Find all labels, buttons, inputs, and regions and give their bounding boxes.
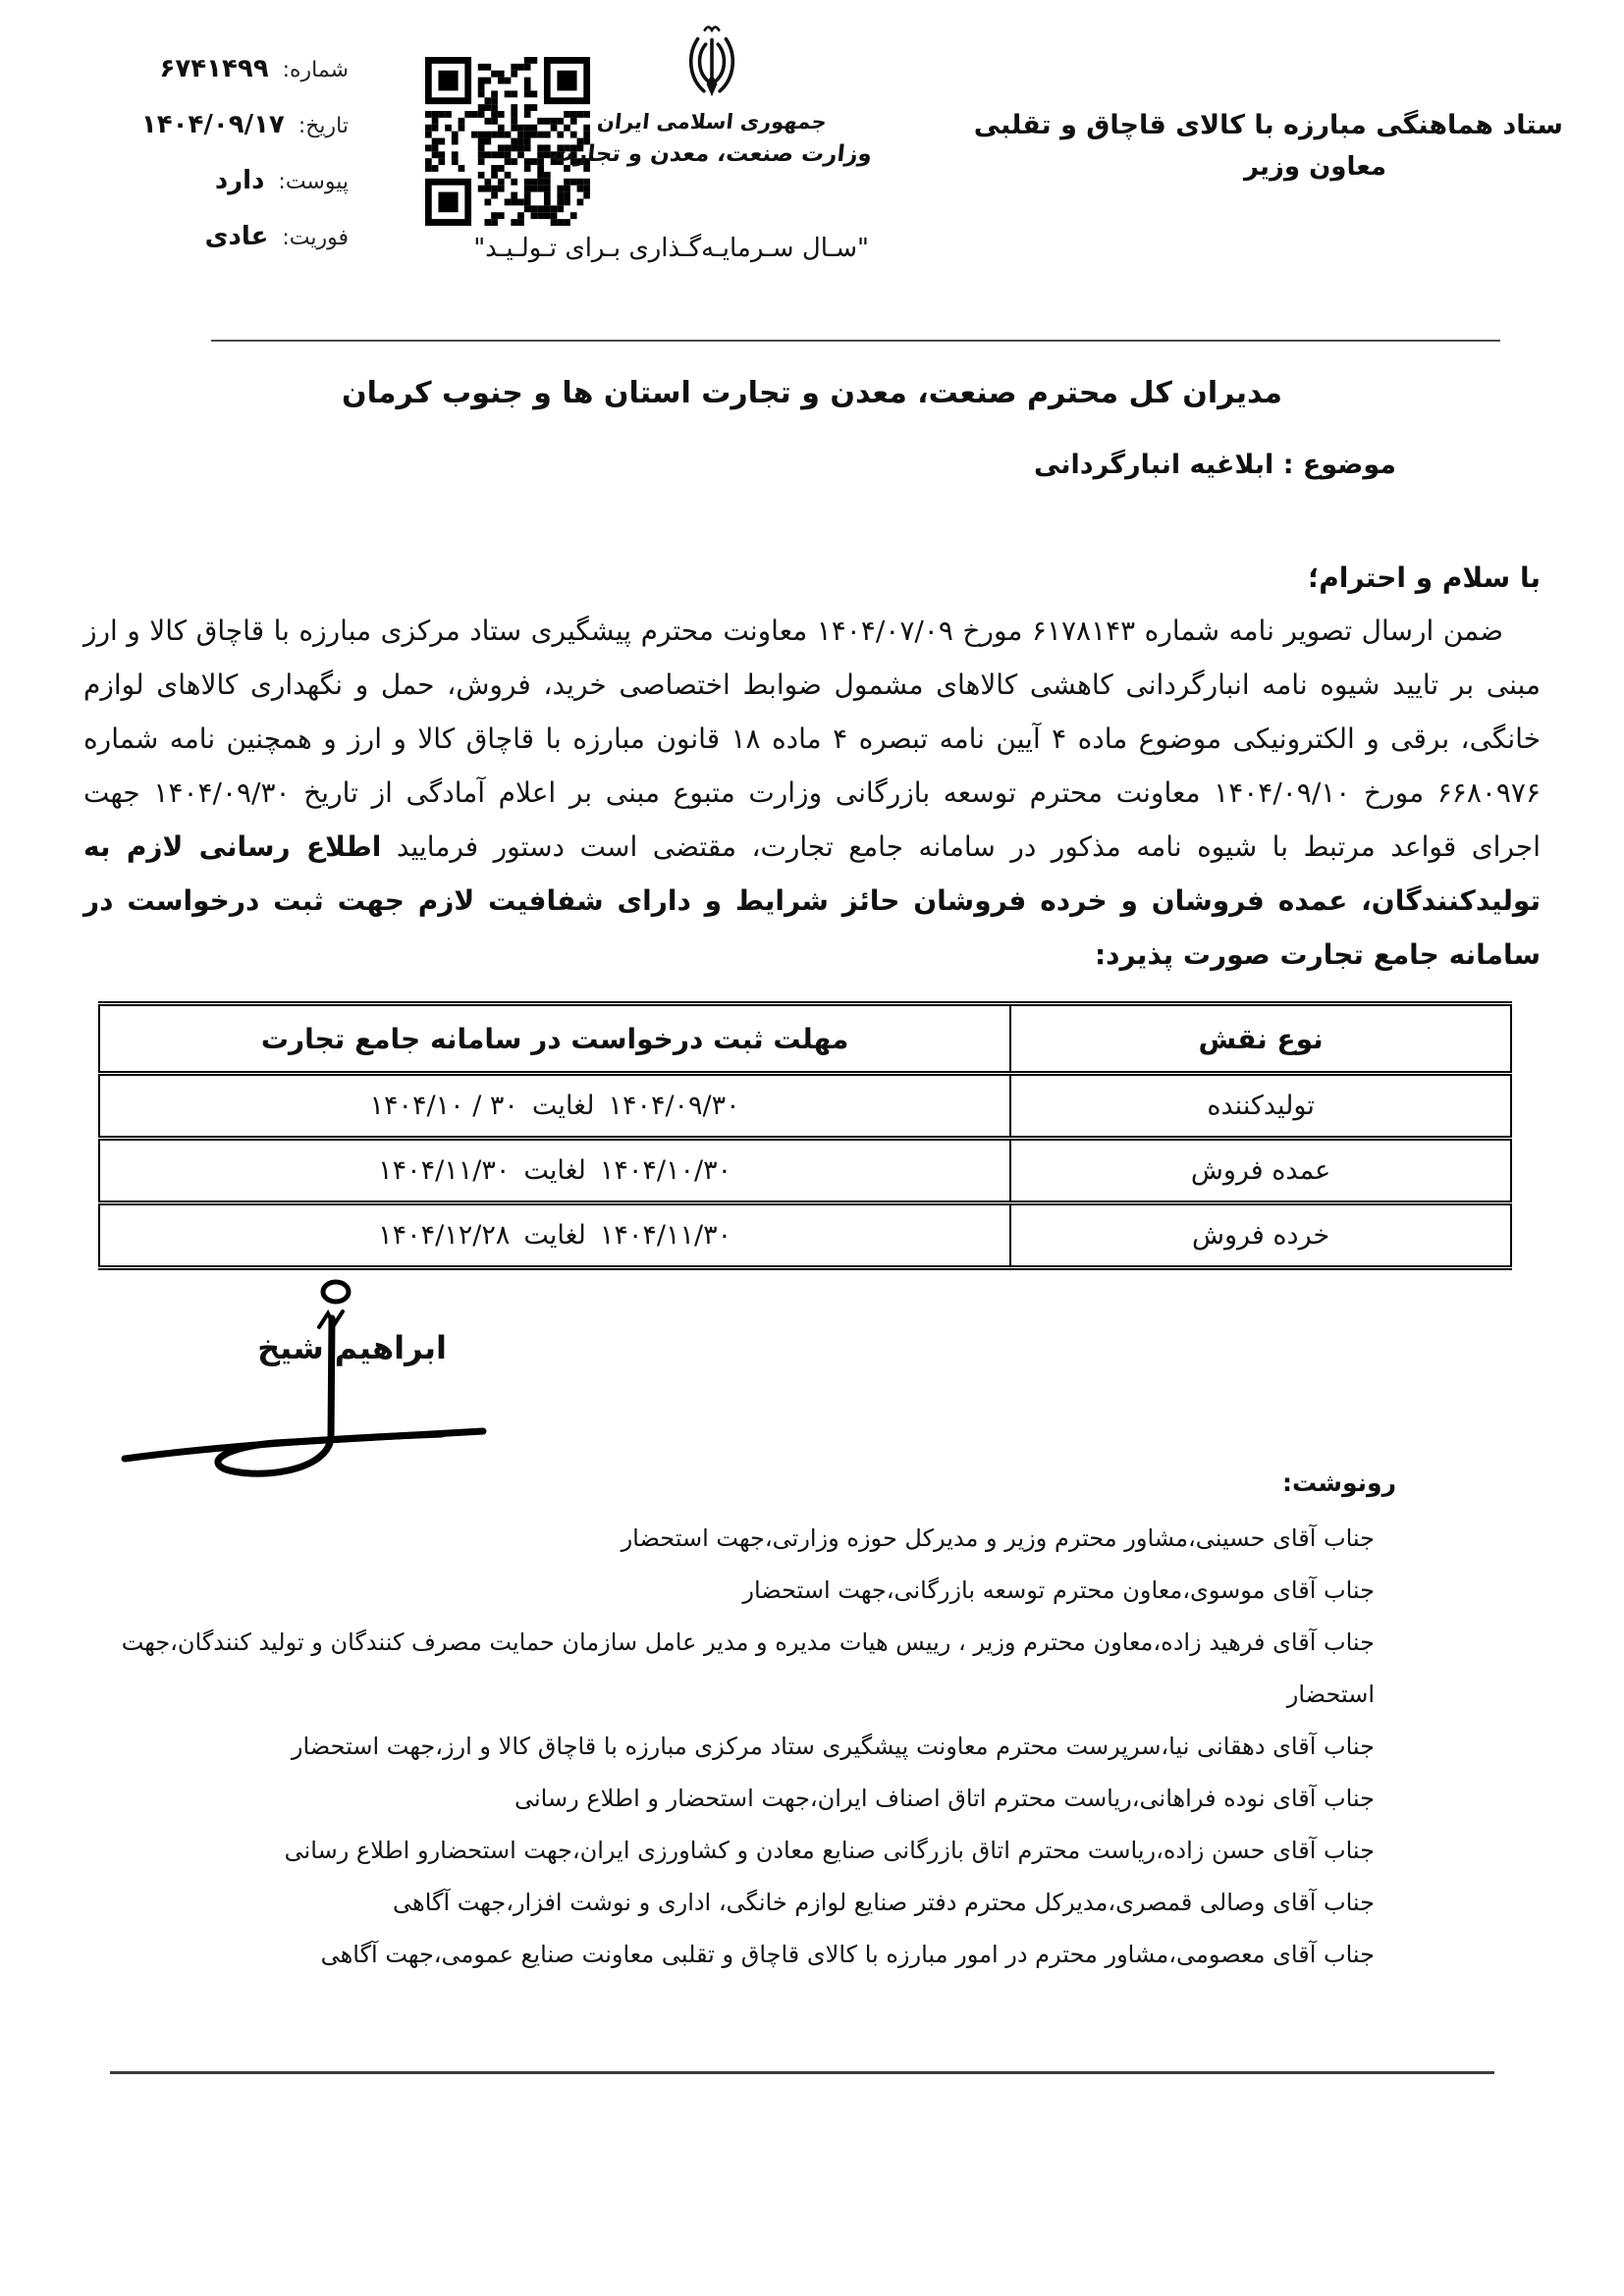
cc-item: جناب آقای فرهید زاده،معاون محترم وزیر ، رییس هیات مدیره و مدیر عامل سازمان حمایت مصرف کنندگان و تولید کنندگان،جهت استحضار (121, 1629, 1375, 1708)
header-deadline: مهلت ثبت درخواست در سامانه جامع تجارت (99, 1004, 1010, 1074)
attachment-label: پیوست: (278, 170, 349, 194)
header-divider (211, 340, 1500, 342)
slogan: "سـال سـرمایـه‌گـذاری بـرای تـولـیـد" (473, 234, 869, 263)
number-label: شماره: (282, 58, 349, 82)
cc-item: جناب آقای نوده فراهانی،ریاست محترم اتاق اصناف ایران،جهت استحضار و اطلاع رسانی (514, 1785, 1375, 1812)
meta-urgency (83, 222, 349, 278)
cc-item: جناب آقای موسوی،معاون محترم توسعه بازرگانی،جهت استحضار (742, 1576, 1375, 1604)
salutation: با سلام و احترام؛ (1308, 561, 1541, 594)
letter-meta (83, 54, 349, 278)
table-row (99, 1139, 1511, 1203)
date-label: تاریخ: (298, 114, 349, 138)
cc-item: جناب آقای دهقانی نیا،سرپرست محترم معاونت پیشگیری ستاد مرکزی مبارزه با قاچاق کالا و ارز،جهت استحضار (291, 1733, 1375, 1760)
date-from: ۱۴۰۴/۰۹/۳۰ (608, 1091, 740, 1121)
signatory-name: ابراهیم شیخ (257, 1329, 447, 1366)
cc-section (83, 1468, 1396, 1981)
table-row (99, 1074, 1511, 1139)
body-bold-text: اطلاع رسانی لازم به تولیدکنندگان، عمده فروشان و خرده فروشان حائز شرایط و دارای شفافیت لازم جهت ثبت درخواست در سامانه جامع تجارت صورت پذیرد: (83, 830, 1541, 971)
meta-number (83, 54, 349, 110)
org-line1: ستاد هماهنگی مبارزه با کالای قاچاق و تقلبی (973, 110, 1563, 140)
date-to: ۱۴۰۴/۱۱/۳۰ (378, 1155, 511, 1186)
meta-attachment (83, 166, 349, 222)
cc-item: جناب آقای حسینی،مشاور محترم وزیر و مدیرکل حوزه وزارتی،جهت استحضار (621, 1524, 1375, 1552)
cc-title: رونوشت: (1281, 1468, 1396, 1497)
urgency-value: عادی (204, 222, 269, 251)
date-value: ۱۴۰۴/۰۹/۱۷ (140, 110, 285, 139)
until-word: لغایت (523, 1220, 586, 1251)
gov-line2: وزارت صنعت، معدن و تجارت (550, 141, 874, 167)
meta-date (83, 110, 349, 166)
cc-list (83, 1513, 1396, 1981)
until-word: لغایت (531, 1091, 595, 1121)
body-paragraph (83, 604, 1541, 982)
letter-body (83, 561, 1541, 1270)
gov-line1: جمهوری اسلامی ایران (595, 110, 829, 133)
org-line2: معاون وزیر (1243, 152, 1386, 182)
deadline-cell (99, 1074, 1010, 1139)
header-role: نوع نقش (1010, 1004, 1511, 1074)
cc-item: جناب آقای وصالی قمصری،مدیرکل محترم دفتر صنایع لوازم خانگی، اداری و نوشت افزار،جهت آگاهی (393, 1889, 1375, 1916)
date-to: ۱۴۰۴/۱۰ / ۳۰ (369, 1091, 518, 1121)
subject-line: موضوع : ابلاغیه انبارگردانی (1034, 450, 1396, 480)
footer-divider (110, 2071, 1494, 2074)
date-from: ۱۴۰۴/۱۰/۳۰ (599, 1155, 732, 1186)
date-to: ۱۴۰۴/۱۲/۲۸ (378, 1220, 511, 1251)
body-regular-text: ضمن ارسال تصویر نامه شماره ۶۱۷۸۱۴۳ مورخ ۱۴۰۴/۰۷/۰۹ معاونت محترم پیشگیری ستاد مرکزی مبارزه با قاچاق کالا و ارز مبنی بر تایید شیوه نامه انبارگردانی کاهشی کالاهای مشمول ضوابط اختصاصی خرید، فروش، حمل و نگهداری کالاهای لوازم خانگی، برقی و الکترونیکی موضوع ماده ۴ آیین نامه تبصره ۴ ماده ۱۸ قانون مبارزه با قاچاق کالا و ارز و همچنین نامه شماره ۶۶۸۰۹۷۶ مورخ ۱۴۰۴/۰۹/۱۰ معاونت محترم توسعه بازرگانی وزارت متبوع مبنی بر اعلام آمادگی از تاریخ ۱۴۰۴/۰۹/۳۰ جهت اجرای قواعد مرتبط با شیوه نامه مذکور در سامانه جامع تجارت، مقتضی است دستور فرمایید (83, 614, 1542, 863)
urgency-label: فوریت: (282, 226, 349, 250)
org-header (973, 110, 1563, 182)
cc-item: جناب آقای حسن زاده،ریاست محترم اتاق بازرگانی صنایع معادن و کشاورزی ایران،جهت استحضارو اطلاع رسانی (284, 1837, 1375, 1864)
number-value: ۶۷۴۱۴۹۹ (159, 54, 269, 83)
signature-block (103, 1225, 506, 1490)
role-cell: عمده فروش (1010, 1139, 1511, 1203)
attachment-value: دارد (214, 166, 265, 195)
iran-emblem-icon (685, 22, 738, 104)
role-cell: تولیدکننده (1010, 1074, 1511, 1139)
until-word: لغایت (523, 1155, 586, 1186)
government-header (550, 22, 874, 167)
deadline-cell (99, 1139, 1010, 1203)
cc-item: جناب آقای معصومی،مشاور محترم در امور مبارزه با کالای قاچاق و تقلبی معاونت صنایع عمومی،جهت آگاهی (320, 1941, 1375, 1968)
table-header-row (99, 1004, 1511, 1074)
date-from: ۱۴۰۴/۱۱/۳۰ (599, 1220, 732, 1251)
recipients-heading: مدیران کل محترم صنعت، معدن و تجارت استان ها و جنوب کرمان (342, 376, 1282, 410)
role-cell: خرده فروش (1010, 1203, 1511, 1268)
